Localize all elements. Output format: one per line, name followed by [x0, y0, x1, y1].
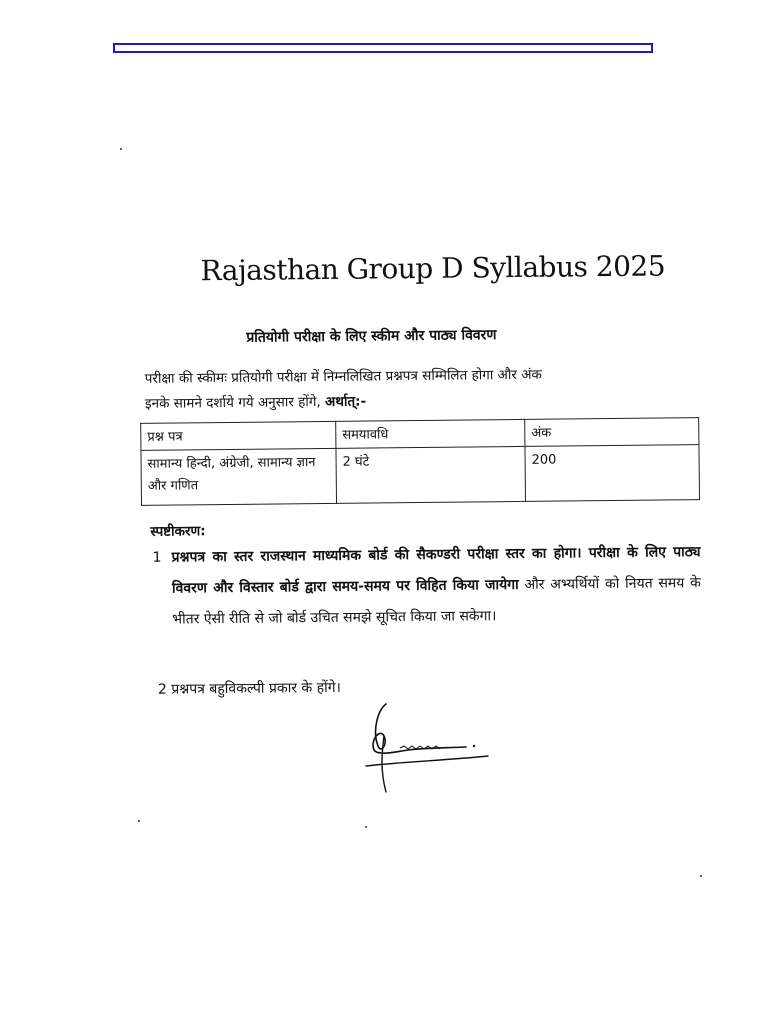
cell-paper: सामान्य हिन्दी, अंग्रेजी, सामान्य ज्ञान और गणित: [141, 448, 337, 505]
scheme-subheading: प्रतियोगी परीक्षा के लिए स्कीम और पाठ्य विवरण: [246, 327, 497, 346]
scan-speck: [120, 148, 122, 150]
cell-marks: 200: [525, 445, 700, 502]
clarification-point-1: [152, 537, 701, 636]
point-2-number: 2: [157, 681, 167, 698]
cell-duration: 2 घंटे: [336, 446, 526, 503]
scheme-line2-bold: अर्थात्:-: [324, 393, 367, 410]
scan-speck: [365, 826, 367, 828]
signature-image: [360, 696, 495, 796]
clarification-point-2: [158, 673, 341, 706]
point-1-normal-text: और अभ्यर्थियों को नियत समय के भीतर ऐसी रीति से जो बोर्ड उचित समझे सूचित किया जा सकेगा।: [172, 575, 701, 628]
scan-speck: [138, 820, 140, 822]
point-1-bold-text: प्रश्नपत्र का स्तर राजस्थान माध्यमिक बोर्ड की सैकण्डरी परीक्षा स्तर का होगा। परीक्षा के लिए पाठ्य विवरण और विस्तार बोर्ड द्वारा समय-समय पर विहित किया जायेगा: [171, 544, 701, 597]
clarification-heading: स्पष्टीकरण:: [150, 523, 206, 540]
point-1-number: 1: [152, 549, 162, 566]
scheme-paragraph-line1: परीक्षा की स्कीमः प्रतियोगी परीक्षा में निम्नलिखित प्रश्नपत्र सम्मिलित होगा और अंक: [144, 366, 542, 387]
exam-scheme-table: [140, 417, 700, 506]
scheme-line2-text: इनके सामने दर्शाये गये अनुसार होंगे,: [144, 393, 326, 412]
point-2-text: प्रश्नपत्र बहुविकल्पी प्रकार के होंगे।: [171, 679, 342, 698]
scan-speck: [700, 875, 702, 877]
header-duration: समयावधि: [336, 419, 525, 448]
document-title: Rajasthan Group D Syllabus 2025: [200, 249, 666, 288]
table-row: [141, 445, 700, 506]
header-paper: प्रश्न पत्र: [141, 421, 336, 450]
scheme-paragraph-line2: [145, 392, 366, 412]
point-1-text: [171, 537, 701, 636]
header-marks: अंक: [525, 418, 699, 447]
